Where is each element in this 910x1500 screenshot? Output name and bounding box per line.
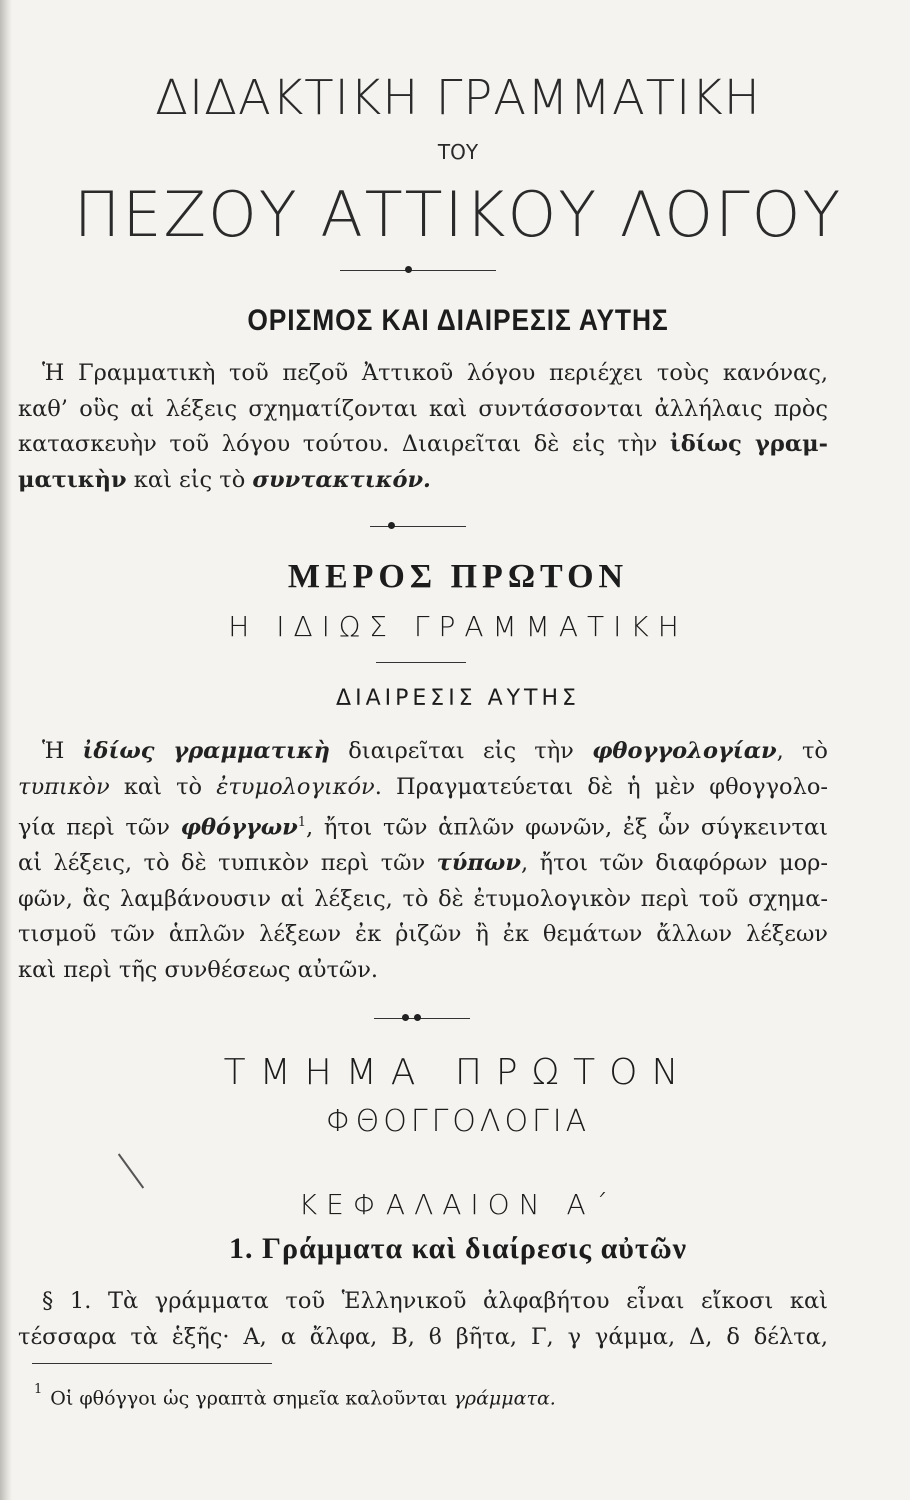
definition-heading: ΟΡΙΣΜΟΣ ΚΑΙ ΔΙΑΙΡΕΣΙΣ ΑΥΤΗΣ [247, 304, 669, 337]
section-subheading: ΦΘΟΓΓΟΛΟΓΙΑ [325, 1104, 591, 1139]
part-line-6: τισμοῦ τῶν ἁπλῶν λέξεων ἐκ ῥιζῶν ἢ ἐκ θεμάτων ἄλλων λέξεων [18, 921, 828, 947]
part-line-3: γία περὶ τῶν φθόγγων$^1$, ἤτοι τῶν ἁπλῶν φωνῶν, ἐξ ὧν σύγκεινται [18, 814, 828, 841]
chapter-heading: ΚΕΦΑΛΑΙΟΝ Α΄ [298, 1188, 618, 1221]
definition-line-4: ματικὴν καὶ εἰς τὸ συντακτικόν. [18, 466, 431, 493]
pencil-mark [118, 1153, 144, 1188]
definition-paragraph [18, 356, 828, 498]
part-line-5: φῶν, ἃς λαμβάνουσιν αἱ λέξεις, τὸ δὲ ἐτυμολογικὸν περὶ τοῦ σχημα- [18, 885, 828, 912]
part-subheading: Η ΙΔΙΩΣ ΓΡΑΜΜΑΤΙΚΗ [228, 610, 688, 643]
footnote-rule [32, 1363, 272, 1364]
part-line-7: καὶ περὶ τῆς συνθέσεως αὐτῶν. [18, 956, 379, 983]
part-line-4: αἱ λέξεις, τὸ δὲ τυπικὸν περὶ τῶν τύπων, ἤτοι τῶν διαφόρων μορ- [18, 850, 828, 876]
footnote-mark: 1 [34, 1382, 43, 1397]
book-title: ΔΙΔΑΚΤΙΚΗ ΓΡΑΜΜΑΤΙΚΗ [155, 70, 761, 126]
part-line-1: Ἡ ἰδίως γραμματικὴ διαιρεῖται εἰς τὴν φθογγολογίαν, τὸ [42, 738, 828, 764]
part-heading: ΜΕΡΟΣ ΠΡΩΤΟΝ [287, 558, 629, 595]
division-heading: ΔΙΑΙΡΕΣΙΣ ΑΥΤΗΣ [336, 686, 580, 711]
definition-line-2: καθ’ οὓς αἱ λέξεις σχηματίζονται καὶ συντάσσονται ἀλλήλαις πρὸς [18, 395, 828, 422]
book-page [18, 0, 898, 1500]
section-heading: ΤΜΗΜΑ ΠΡΩΤΟΝ [223, 1052, 693, 1093]
definition-line-1: Ἡ Γραμματικὴ τοῦ πεζοῦ Ἀττικοῦ λόγου περιέχει τοὺς κανόνας, [42, 360, 828, 386]
part-line-2: τυπικὸν καὶ τὸ ἐτυμολογικόν. Πραγματεύεται δὲ ἡ μὲν φθογγολο- [18, 773, 829, 800]
page-binding-shadow [0, 0, 12, 1500]
chapter-line-1: § 1. Τὰ γράμματα τοῦ Ἑλληνικοῦ ἀλφαβήτου εἶναι εἴκοσι καὶ [42, 1288, 828, 1314]
chapter-paragraph [18, 1284, 828, 1355]
short-rule-1 [376, 662, 466, 663]
book-title-connector: ΤΟΥ [437, 140, 479, 164]
part-paragraph [18, 734, 828, 988]
book-subtitle: ΠΕΖΟΥ ΑΤΤΙΚΟΥ ΛΟΓΟΥ [73, 178, 843, 251]
definition-line-3: κατασκευὴν τοῦ λόγου τούτου. Διαιρεῖται δὲ εἰς τὴν ἰδίως γραμ- [18, 431, 828, 457]
chapter-line-2: τέσσαρα τὰ ἑξῆς· Α, α ἄλφα, Β, ϐ βῆτα, Γ, γ γάμμα, Δ, δ δέλτα, [18, 1323, 828, 1350]
footnote-ref-1: 1 [297, 815, 307, 830]
chapter-title: 1. Γράμματα καὶ διαίρεσις αὐτῶν [228, 1232, 688, 1265]
footnote: $^1$ Οἱ φθόγγοι ὡς γραπτὰ σημεῖα καλοῦνται γράμματα. [34, 1382, 556, 1410]
